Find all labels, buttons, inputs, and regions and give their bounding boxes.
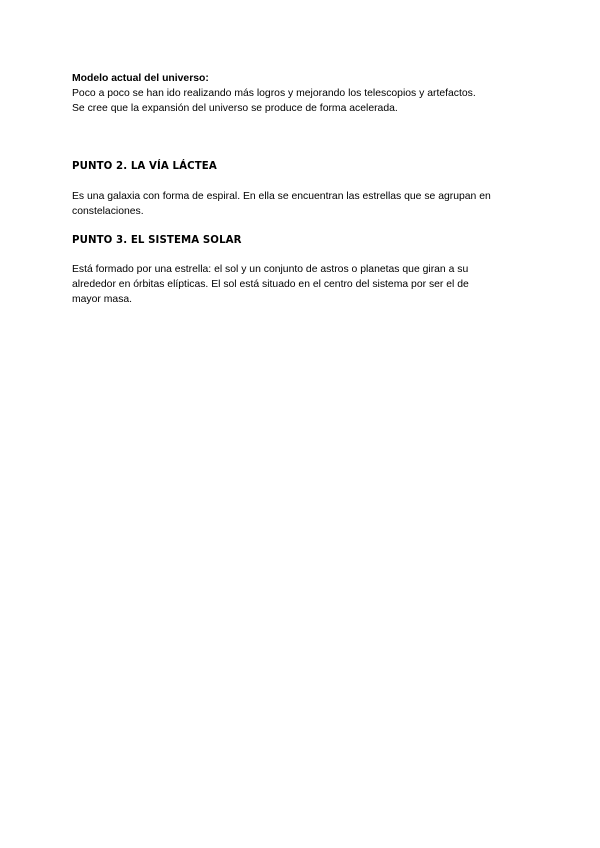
paragraph-punto-3-line-2: alrededor en órbitas elípticas. El sol está situado en el centro del sistema por ser el de [72,279,469,290]
paragraph-punto-2-line-2: constelaciones. [72,206,144,217]
paragraph-punto-3 [72,262,532,307]
paragraph-punto-3-line-3: mayor masa. [72,294,133,305]
section-model-line-2: Se cree que la expansión del universo se produce de forma acelerada. [72,103,398,114]
paragraph-punto-2-line-1: Es una galaxia con forma de espiral. En ella se encuentran las estrellas que se agrupan en [72,191,491,202]
section-model [72,71,532,116]
section-model-title: Modelo actual del universo: [72,73,209,84]
section-model-line-1: Poco a poco se han ido realizando más logros y mejorando los telescopios y artefactos. [72,88,476,99]
paragraph-punto-3-line-1: Está formado por una estrella: el sol y un conjunto de astros o planetas que giran a su [72,264,469,275]
heading-punto-2: PUNTO 2. LA VÍA LÁCTEA [72,161,217,172]
heading-punto-3: PUNTO 3. EL SISTEMA SOLAR [72,235,242,246]
paragraph-punto-2 [72,189,532,219]
